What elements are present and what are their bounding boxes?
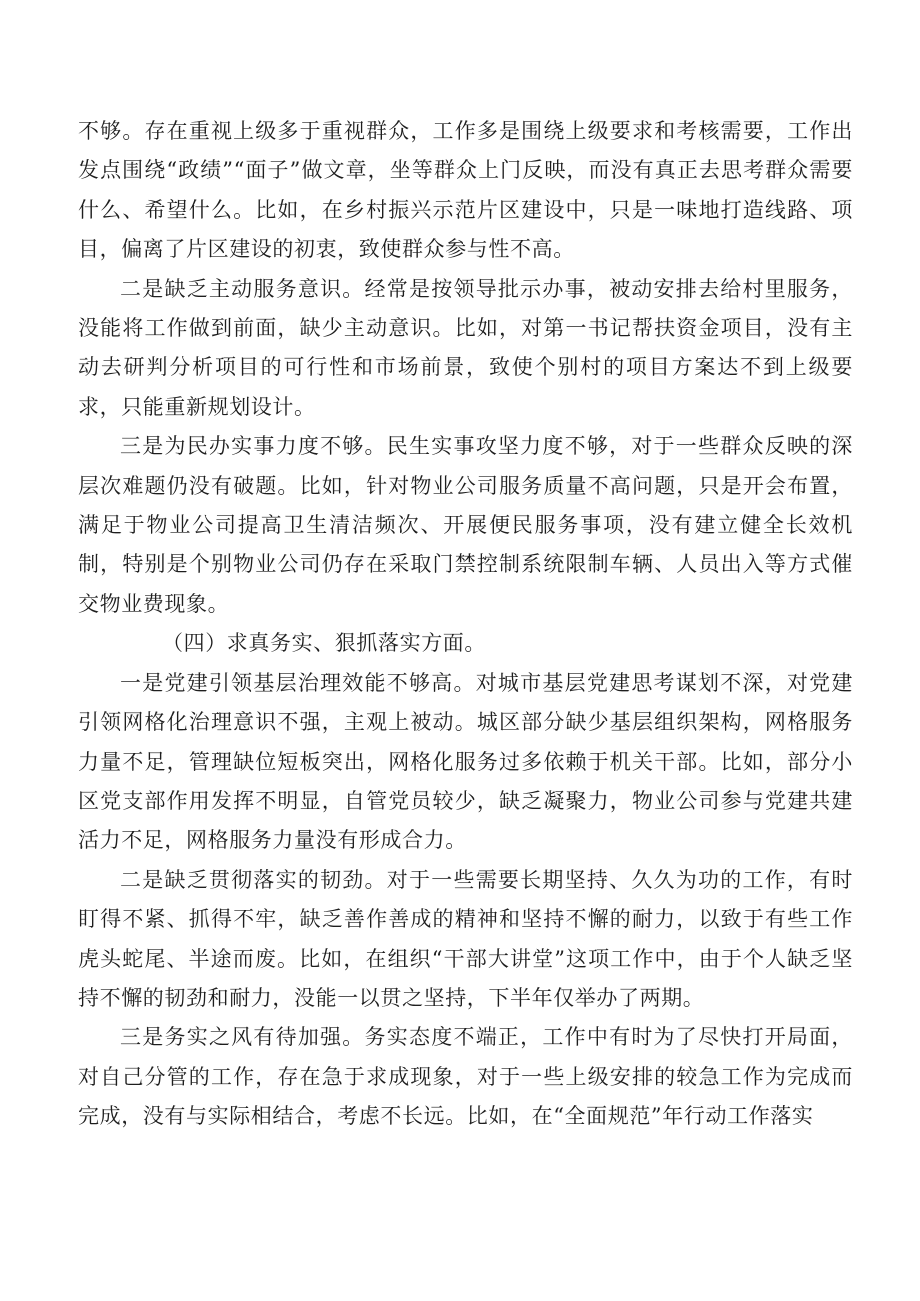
paragraph-perseverance: 二是缺乏贯彻落实的韧劲。对于一些需要长期坚持、久久为功的工作，有时盯得不紧、抓得不牢，缺乏善作善成的精神和坚持不懈的耐力，以致于有些工作虎头蛇尾、半途而废。比如，在组织“干部大讲堂”这项工作中，由于个人缺乏坚持不懈的韧劲和耐力，没能一以贯之坚持，下半年仅举办了两期。 [78, 867, 853, 1010]
document-body [78, 112, 853, 1137]
paragraph-pragmatic-style: 三是务实之风有待加强。务实态度不端正，工作中有时为了尽快打开局面，对自己分管的工作，存在急于求成现象，对于一些上级安排的较急工作为完成而完成，没有与实际相结合，考虑不长远。比如，在“全面规范”年行动工作落实 [78, 1025, 853, 1129]
paragraph-party-building: 一是党建引领基层治理效能不够高。对城市基层党建思考谋划不深，对党建引领网格化治理意识不强，主观上被动。城区部分缺少基层组织架构，网格服务力量不足，管理缺位短板突出，网格化服务过多依赖于机关干部。比如，部分小区党支部作用发挥不明显，自管党员较少，缺乏凝聚力，物业公司参与党建共建活力不足，网格服务力量没有形成合力。 [78, 670, 853, 853]
paragraph-practical-matters: 三是为民办实事力度不够。民生实事攻坚力度不够，对于一些群众反映的深层次难题仍没有破题。比如，针对物业公司服务质量不高问题，只是开会布置，满足于物业公司提高卫生清洁频次、开展便民服务事项，没有建立健全长效机制，特别是个别物业公司仍存在采取门禁控制系统限制车辆、人员出入等方式催交物业费现象。 [78, 434, 853, 616]
paragraph-continuation: 不够。存在重视上级多于重视群众，工作多是围绕上级要求和考核需要，工作出发点围绕“政绩”“面子”做文章，坐等群众上门反映，而没有真正去思考群众需要什么、希望什么。比如，在乡村振兴示范片区建设中，只是一味地打造线路、项目，偏离了片区建设的初衷，致使群众参与性不高。 [78, 119, 853, 262]
section-heading: （四）求真务实、狠抓落实方面。 [162, 631, 486, 656]
paragraph-service-awareness: 二是缺乏主动服务意识。经常是按领导批示办事，被动安排去给村里服务，没能将工作做到前面，缺少主动意识。比如，对第一书记帮扶资金项目，没有主动去研判分析项目的可行性和市场前景，致使个别村的项目方案达不到上级要求，只能重新规划设计。 [78, 276, 853, 419]
